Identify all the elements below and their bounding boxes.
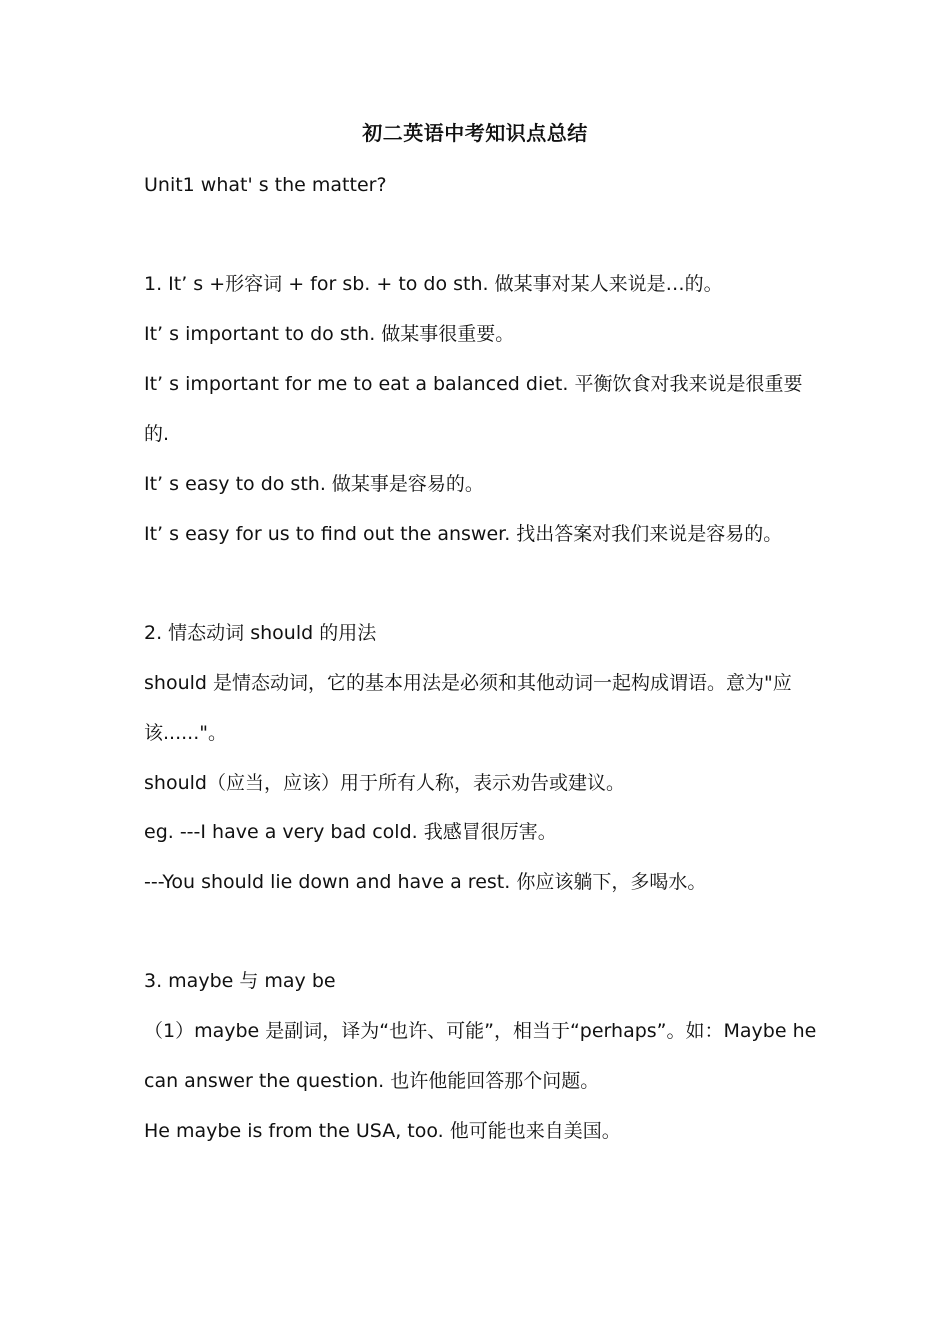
text-line: eg. ---I have a very bad cold. 我感冒很厉害。 (144, 821, 557, 843)
document-title: 初二英语中考知识点总结 (362, 121, 588, 145)
unit-heading: Unit1 what' s the matter? (144, 174, 387, 196)
text-line: 该......"。 (144, 722, 227, 744)
text-line: He maybe is from the USA, too. 他可能也来自美国。 (144, 1120, 621, 1142)
text-line: It’ s easy to do sth. 做某事是容易的。 (144, 473, 484, 495)
text-line: It’ s important to do sth. 做某事很重要。 (144, 323, 515, 345)
text-line: It’ s easy for us to find out the answer. 找出答案对我们来说是容易的。 (144, 523, 783, 545)
text-line: should（应当，应该）用于所有人称，表示劝告或建议。 (144, 772, 625, 794)
text-line: can answer the question. 也许他能回答那个问题。 (144, 1070, 600, 1092)
text-line: It’ s important for me to eat a balanced diet. 平衡饮食对我来说是很重要 (144, 373, 803, 395)
text-line: should 是情态动词，它的基本用法是必须和其他动词一起构成谓语。意为"应 (144, 672, 792, 694)
text-line: ---You should lie down and have a rest. 你应该躺下，多喝水。 (144, 871, 707, 893)
text-line: 1. It’ s +形容词 + for sb. + to do sth. 做某事对某人来说是…的。 (144, 273, 723, 295)
section-heading: 3. maybe 与 may be (144, 970, 336, 992)
section-heading: 2. 情态动词 should 的用法 (144, 622, 377, 644)
text-line: 的. (144, 423, 170, 445)
text-line: （1）maybe 是副词，译为“也许、可能”，相当于“perhaps”。如：Maybe he (144, 1020, 817, 1042)
